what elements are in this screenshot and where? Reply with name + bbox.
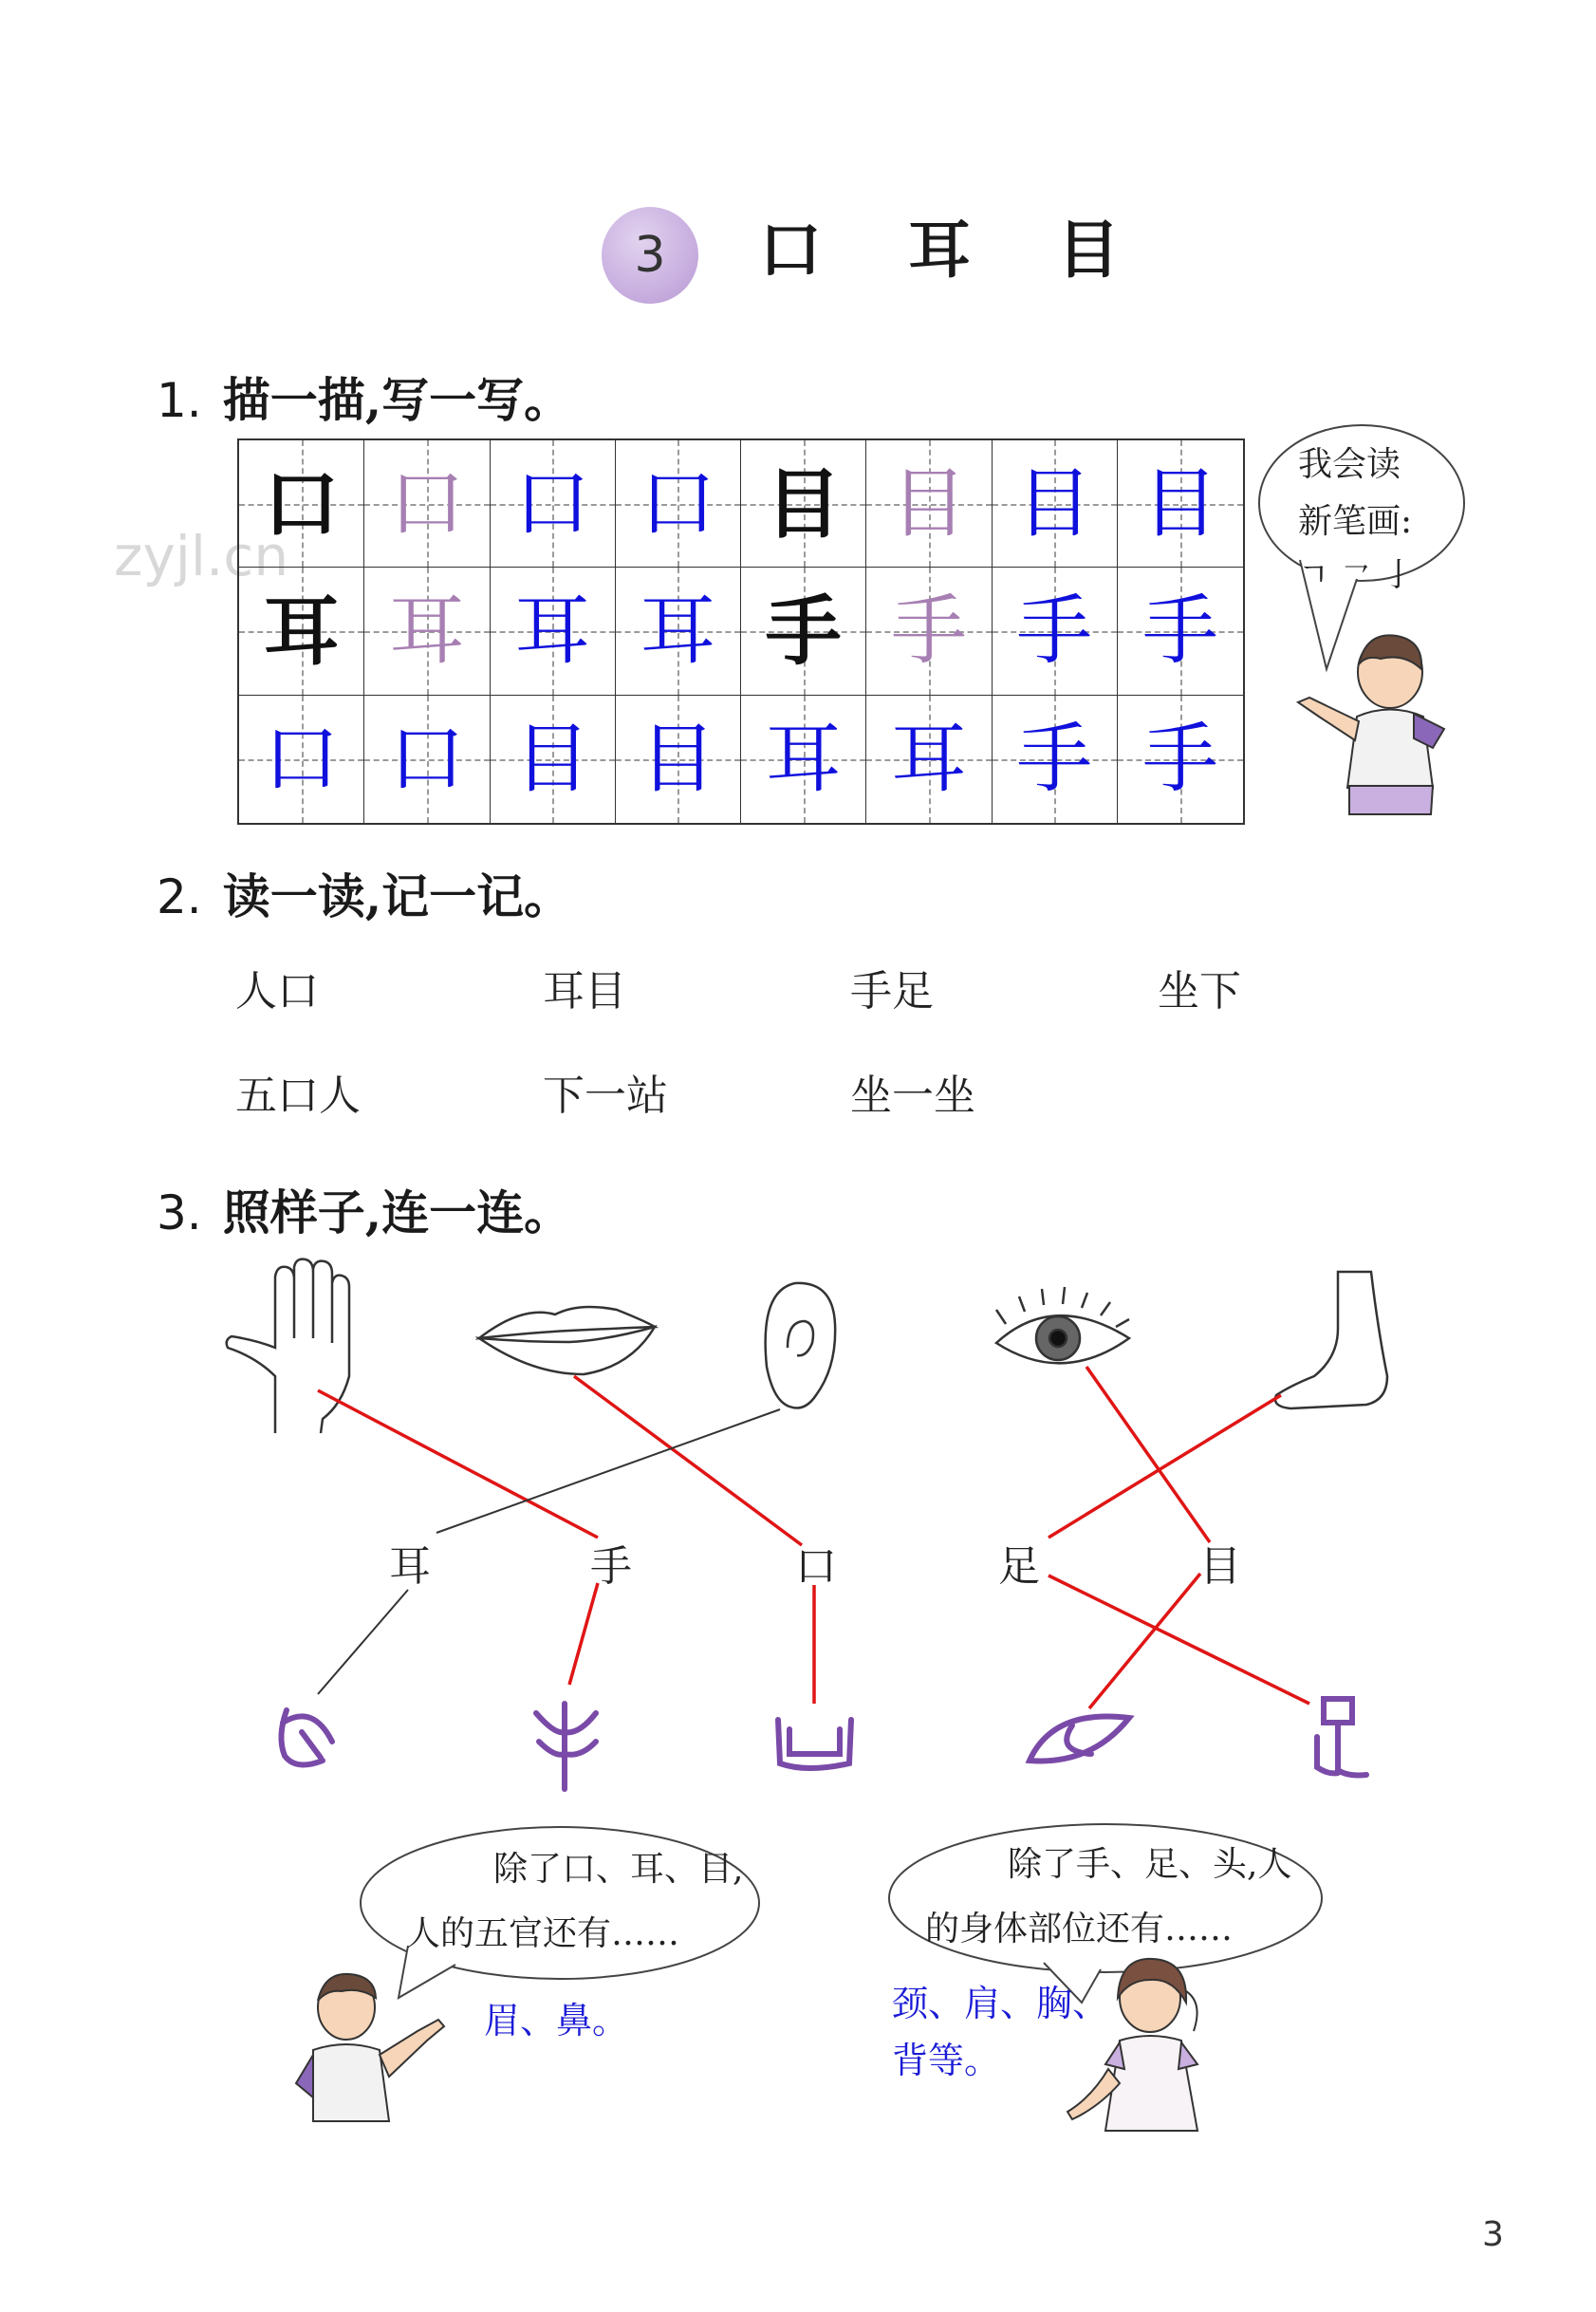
ancient-hand-glyph: [536, 1704, 596, 1789]
section3-title: 照样子,连一连。: [222, 1184, 572, 1240]
grid-character: 目: [890, 458, 967, 548]
section1-number: 1.: [157, 373, 202, 428]
line-eye-to-mu: [1086, 1367, 1210, 1542]
line-shou-to-glyph: [569, 1583, 598, 1685]
boy-illustration-bottom: [296, 1974, 444, 2121]
line-foot-to-zu: [1049, 1395, 1281, 1538]
char-er: 耳: [389, 1542, 431, 1591]
char-shou: 手: [590, 1542, 632, 1591]
bubble-right-answer-line2: 背等。: [892, 2040, 1001, 2081]
lesson-number: 3: [634, 227, 666, 284]
grid-character: 手: [1141, 586, 1218, 675]
ear-picture: [766, 1283, 836, 1408]
page-number: 3: [1482, 2215, 1504, 2254]
grid-character: 口: [388, 458, 465, 548]
grid-character: 耳: [890, 714, 967, 803]
line-mouth-to-kou: [574, 1376, 802, 1545]
strokes-bubble-line2: 新笔画:: [1298, 502, 1413, 541]
bubble-left-line1: 除了口、耳、目,: [493, 1850, 744, 1889]
bubble-left-line2: 人的五官还有……: [406, 1914, 680, 1953]
foot-picture: [1275, 1272, 1387, 1408]
word: 坐一坐: [850, 1072, 975, 1120]
grid-character: 手: [1016, 586, 1093, 675]
line-ear-to-er: [436, 1409, 780, 1533]
eye-picture: [996, 1287, 1129, 1363]
ancient-mouth-glyph: [778, 1720, 851, 1768]
grid-character: 目: [640, 714, 716, 803]
line-er-to-glyph: [318, 1590, 408, 1694]
word: 手足: [850, 967, 934, 1016]
grid-character: 耳: [765, 714, 842, 803]
bubble-left-answer: 眉、鼻。: [484, 2000, 629, 2042]
bubble-right-line2: 的身体部位还有……: [925, 1910, 1234, 1948]
word: 坐下: [1158, 967, 1241, 1016]
grid-character: 口: [640, 458, 716, 548]
lesson-title: 口 耳 目: [759, 213, 1152, 287]
word: 下一站: [543, 1072, 668, 1120]
ancient-eye-glyph: [1030, 1716, 1129, 1761]
word: 耳目: [543, 967, 626, 1016]
watermark: zyjl.cn: [114, 524, 289, 588]
grid-character: 目: [765, 458, 842, 549]
grid-character: 口: [514, 458, 591, 548]
section2-title: 读一读,记一记。: [222, 868, 572, 924]
ancient-foot-glyph: [1317, 1699, 1366, 1775]
grid-character: 耳: [640, 586, 716, 675]
ancient-ear-glyph: [281, 1710, 332, 1764]
grid-character: 口: [388, 714, 465, 803]
char-zu: 足: [998, 1542, 1040, 1591]
strokes-bubble-line1: 我会读: [1298, 445, 1401, 484]
hand-picture: [227, 1259, 349, 1433]
word: 人口: [235, 967, 319, 1016]
grid-character: 手: [765, 586, 842, 676]
grid-character: 目: [1016, 458, 1093, 548]
lips-picture: [479, 1307, 655, 1374]
grid-character: 手: [1016, 714, 1093, 803]
grid-character: 手: [890, 586, 967, 675]
line-hand-to-shou: [318, 1390, 598, 1538]
section2-number: 2.: [157, 869, 202, 924]
line-zu-to-glyph: [1049, 1576, 1309, 1704]
grid-character: 目: [1141, 458, 1218, 548]
new-strokes: ㄱ ㇖ 亅: [1298, 556, 1415, 594]
grid-character: 手: [1141, 714, 1218, 803]
grid-character: 口: [263, 458, 340, 549]
grid-character: 耳: [388, 586, 465, 675]
ancient-glyphs: [281, 1699, 1366, 1789]
bubble-right-answer-line1: 颈、肩、胸、: [892, 1983, 1109, 2024]
grid-character: 耳: [514, 586, 591, 675]
section1-title: 描一描,写一写。: [222, 372, 572, 428]
section3-number: 3.: [157, 1185, 202, 1240]
grid-character: 耳: [263, 586, 340, 676]
char-mu: 目: [1199, 1542, 1241, 1591]
char-kou: 口: [795, 1542, 837, 1591]
bubble-right-line1: 除了手、足、头,人: [1008, 1845, 1292, 1884]
word: 五口人: [235, 1072, 361, 1120]
grid-character: 口: [263, 714, 340, 803]
grid-character: 目: [514, 714, 591, 803]
